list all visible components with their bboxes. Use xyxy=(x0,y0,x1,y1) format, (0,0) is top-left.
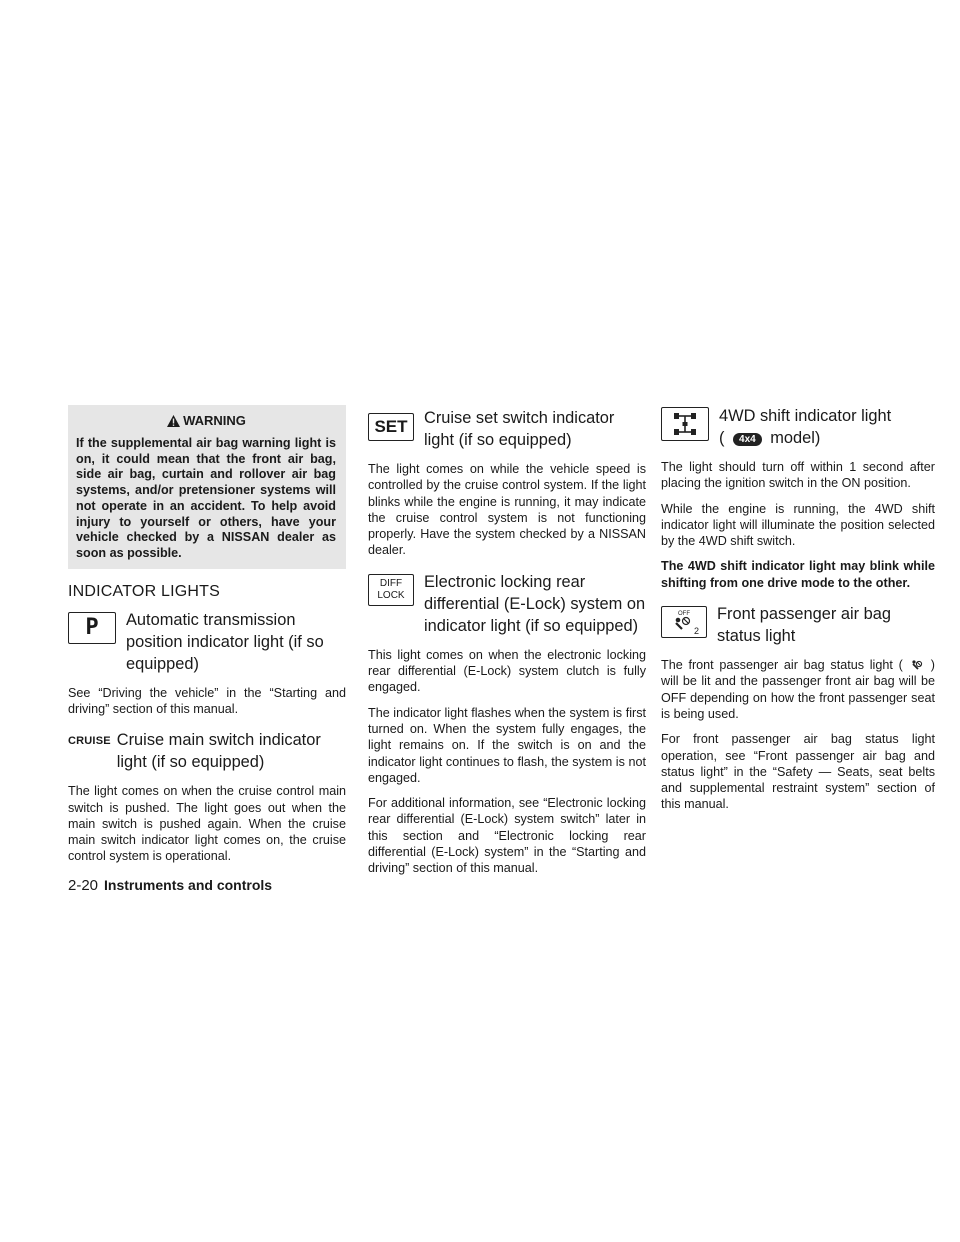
4wd-body-1: The light should turn off within 1 second after placing the ignition switch in the ON position. xyxy=(661,460,935,491)
4wd-title-open: ( xyxy=(719,429,725,447)
passenger-airbag-off-icon xyxy=(661,606,707,638)
airbag-status-body-1b: ) will be lit and the passenger front air bag will be OFF depending on how the front passenger seat is being used. xyxy=(661,658,935,721)
drivetrain-icon xyxy=(668,411,702,437)
elock-body-2: The indicator light flashes when the system is first turned on. When the system fully engages, the light remains on. If the switch is on and the indicator light continues to flash, the system is not engaged. xyxy=(368,705,646,785)
warning-header xyxy=(76,413,336,428)
diff-lock-icon-line1: DIFF xyxy=(379,577,403,589)
cruise-set-body: The light comes on while the vehicle speed is controlled by the cruise control system. If the light blinks while the engine is running, it may indicate the cruise control system is not functioning properly. Have the system checked by a NISSAN dealer. xyxy=(368,462,646,558)
4wd-title xyxy=(719,405,891,449)
airbag-icon-number: 2 xyxy=(694,626,700,637)
column-middle xyxy=(368,405,646,886)
elock-body-3: For additional information, see “Electronic locking rear differential (E-Lock) system switch” later in this section and “Electronic locking rear differential (E-Lock) system” in the “Starting and driving” section of this manual. xyxy=(368,796,646,876)
4wd-shift-indicator-icon xyxy=(661,407,709,441)
cruise-icon-text: CRUISE xyxy=(68,735,111,748)
section-title: INDICATOR LIGHTS xyxy=(68,582,220,600)
airbag-status-body-2: For front passenger air bag status light operation, see “Front passenger air bag and status light” in the “Safety — Seats, seat belts and supplemental restraint system” section of this manual. xyxy=(661,732,935,812)
set-indicator-icon xyxy=(368,413,414,441)
indicator-elock xyxy=(368,571,646,637)
warning-title: WARNING xyxy=(183,413,246,428)
indicator-cruise-main xyxy=(68,729,346,773)
elock-title: Electronic locking rear differential (E-Lock) system on indicator light (if so equipped) xyxy=(424,572,646,635)
diff-lock-indicator-icon xyxy=(368,574,414,606)
atp-body: See “Driving the vehicle” in the “Starting and driving” section of this manual. xyxy=(68,685,346,716)
cruise-indicator-icon xyxy=(68,735,111,747)
column-left xyxy=(68,405,346,874)
indicator-cruise-set xyxy=(368,407,646,451)
cruise-set-title: Cruise set switch indicator light (if so equipped) xyxy=(424,409,615,449)
4x4-badge-icon xyxy=(733,433,762,446)
atp-indicator-icon xyxy=(68,612,116,644)
footer-section-name: Instruments and controls xyxy=(104,877,273,893)
4wd-title-line1: 4WD shift indicator light xyxy=(719,407,892,425)
warning-box xyxy=(68,405,346,569)
cruise-main-body: The light comes on when the cruise control main switch is pushed. The light goes out when the main switch is pushed again. When the cruise main switch indicator light comes on, the cruise control system is operational. xyxy=(68,784,346,864)
page-footer xyxy=(68,877,272,894)
airbag-figure-icon xyxy=(664,608,704,636)
airbag-off-inline-icon xyxy=(909,658,925,672)
warning-text: If the supplemental air bag warning light is on, it could mean that the front air bag, side air bag, curtain and rollover air bag systems, and/or pretensioner systems will not operate in an accident. To help avoid injury to yourself or others, have your vehicle checked by a NISSAN dealer as soon as possible. xyxy=(76,436,336,560)
airbag-status-body-1a: The front passenger air bag status light ( xyxy=(661,658,903,673)
indicator-airbag-status xyxy=(661,603,935,647)
airbag-icon-off-text: OFF xyxy=(678,611,690,618)
atp-title: Automatic transmission position indicator light (if so equipped) xyxy=(126,610,324,673)
airbag-status-title: Front passenger air bag status light xyxy=(717,605,892,646)
diff-lock-icon-line2: LOCK xyxy=(377,589,405,601)
indicator-atp xyxy=(68,609,346,675)
indicator-4wd xyxy=(661,405,935,449)
column-right xyxy=(661,405,935,822)
4wd-title-close: model) xyxy=(770,429,821,447)
elock-body-1: This light comes on when the electronic locking rear differential (E-Lock) system clutch is fully engaged. xyxy=(368,647,646,695)
4wd-title-line2 xyxy=(719,427,891,449)
cruise-main-title: Cruise main switch indicator light (if so equipped) xyxy=(116,731,321,772)
4wd-body-2: While the engine is running, the 4WD shift indicator light will illuminate the position selected by the 4WD shift switch. xyxy=(661,501,935,549)
airbag-status-body-1 xyxy=(661,657,935,722)
4x4-badge-text: 4x4 xyxy=(739,434,756,445)
warning-triangle-icon xyxy=(166,414,181,428)
4wd-body-3: The 4WD shift indicator light may blink while shifting from one drive mode to the other. xyxy=(661,559,935,590)
set-icon-text: SET xyxy=(374,417,408,436)
page-number: 2-20 xyxy=(68,877,99,894)
atp-icon-letter: P xyxy=(85,615,99,641)
